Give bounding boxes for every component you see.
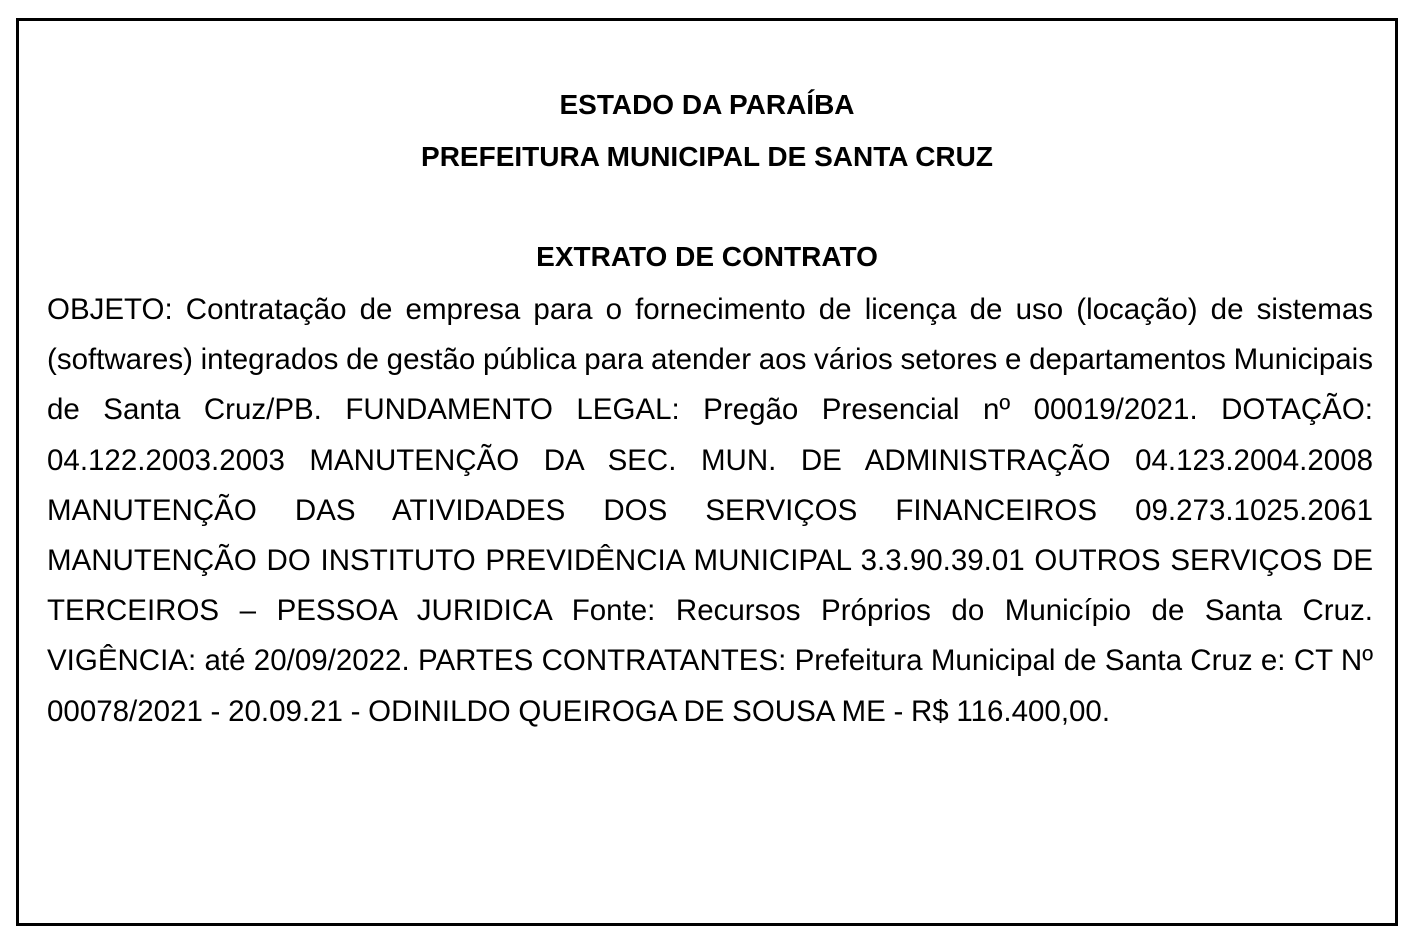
document-title: EXTRATO DE CONTRATO	[536, 241, 878, 272]
contract-body-text: OBJETO: Contratação de empresa para o fornecimento de licença de uso (locação) de sistemas (softwares) integrados de gestão pública para atender aos vários setores e departamentos Municipais de Santa Cruz/PB. FUNDAMENTO LEGAL: Pregão Presencial nº 00019/2021. DOTAÇÃO: 04.122.2003.2003 MANUTENÇÃO DA SEC. MUN. DE ADMINISTRAÇÃO 04.123.2004.2008 MANUTENÇÃO DAS ATIVIDADES DOS SERVIÇOS FINANCEIROS 09.273.1025.2061 MANUTENÇÃO DO INSTITUTO PREVIDÊNCIA MUNICIPAL 3.3.90.39.01 OUTROS SERVIÇOS DE TERCEIROS – PESSOA JURIDICA Fonte: Recursos Próprios do Município de Santa Cruz. VIGÊNCIA: até 20/09/2022. PARTES CONTRATANTES: Prefeitura Municipal de Santa Cruz e: CT Nº 00078/2021 - 20.09.21 - ODINILDO QUEIROGA DE SOUSA ME - R$ 116.400,00.	[47, 293, 1373, 728]
state-heading: ESTADO DA PARAÍBA	[559, 89, 855, 120]
municipality-heading: PREFEITURA MUNICIPAL DE SANTA CRUZ	[421, 141, 993, 172]
notice-box	[16, 18, 1398, 926]
